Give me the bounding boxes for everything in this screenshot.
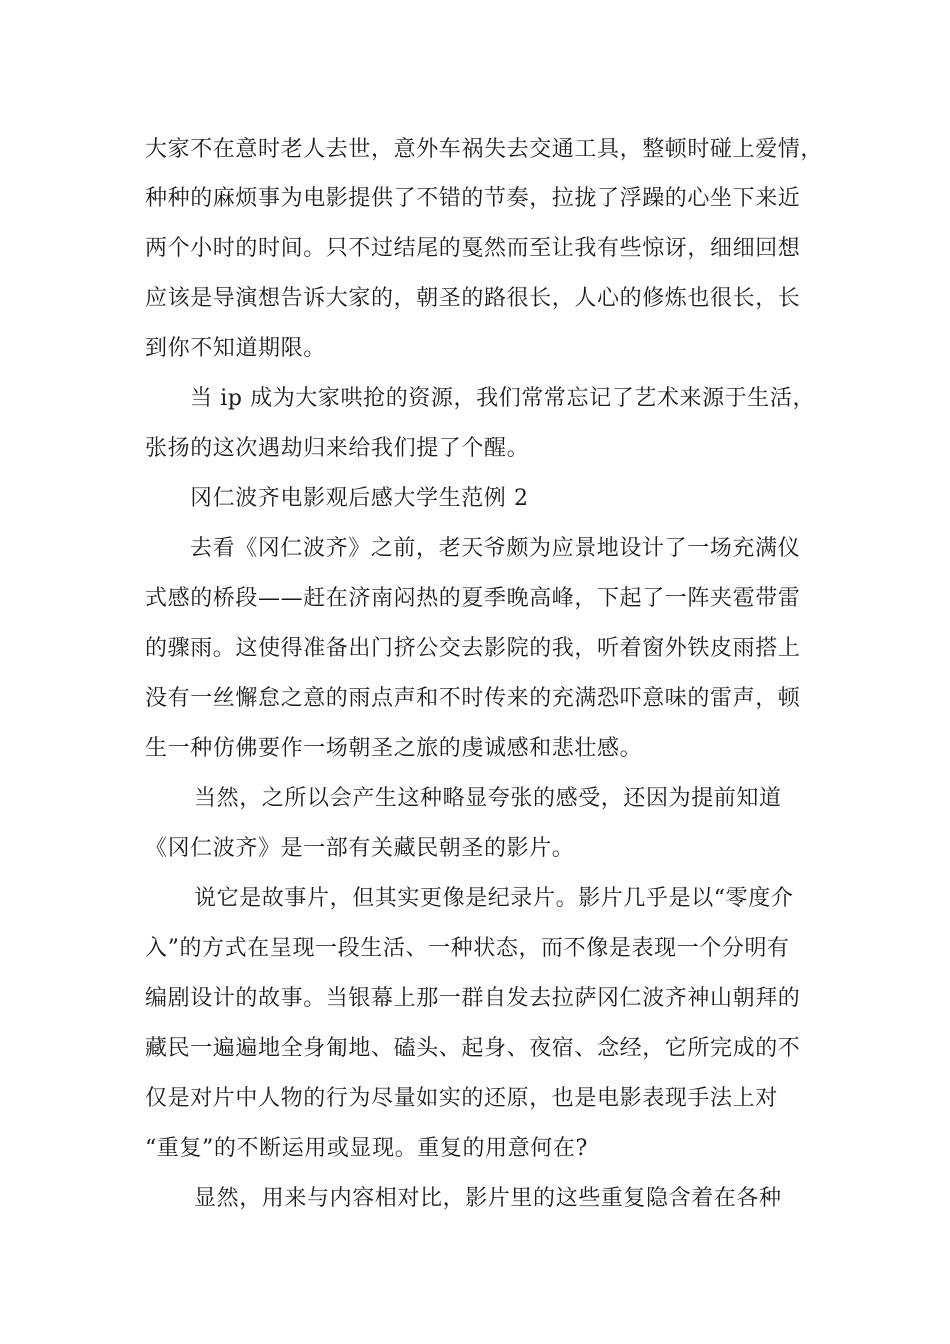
text-line: 当然，之所以会产生这种略显夸张的感受，还因为提前知道 xyxy=(194,786,782,811)
text-line: 编剧设计的故事。当银幕上那一群自发去拉萨冈仁波齐神山朝拜的 xyxy=(145,986,801,1011)
text-line: 大家不在意时老人去世，意外车祸失去交通工具，整顿时碰上爱情， xyxy=(145,137,824,162)
text-line: 去看《冈仁波齐》之前，老天爷颇为应景地设计了一场充满仪 xyxy=(190,536,801,561)
text-line: 仅是对片中人物的行为尽量如实的还原，也是电影表现手法上对 xyxy=(145,1086,778,1111)
text-line: 当 ip 成为大家哄抢的资源，我们常常忘记了艺术来源于生活， xyxy=(190,386,816,411)
text-line: “重复”的不断运用或显现。重复的用意何在? xyxy=(145,1136,588,1161)
text-line: 藏民一遍遍地全身匍地、磕头、起身、夜宿、念经，它所完成的不 xyxy=(145,1036,801,1061)
text-line: 显然，用来与内容相对比，影片里的这些重复隐含着在各种 xyxy=(194,1186,782,1211)
section-heading: 冈仁波齐电影观后感大学生范例 2 xyxy=(190,486,529,511)
text-line: 生一种仿佛要作一场朝圣之旅的虔诚感和悲壮感。 xyxy=(145,736,643,761)
text-line: 种种的麻烦事为电影提供了不错的节奏，拉拢了浮躁的心坐下来近 xyxy=(145,186,801,211)
text-line: 到你不知道期限。 xyxy=(145,336,326,361)
text-line: 应该是导演想告诉大家的，朝圣的路很长，人心的修炼也很长，长 xyxy=(145,286,801,311)
text-line: 没有一丝懈怠之意的雨点声和不时传来的充满恐吓意味的雷声，顿 xyxy=(145,686,801,711)
text-line: 两个小时的时间。只不过结尾的戛然而至让我有些惊讶，细细回想 xyxy=(145,236,801,261)
text-line: 张扬的这次遇劫归来给我们提了个醒。 xyxy=(145,436,530,461)
text-line: 《冈仁波齐》是一部有关藏民朝圣的影片。 xyxy=(145,836,575,861)
text-line: 入”的方式在呈现一段生活、一种状态，而不像是表现一个分明有 xyxy=(145,936,790,961)
text-line: 的骤雨。这使得准备出门挤公交去影院的我，听着窗外铁皮雨搭上 xyxy=(145,636,801,661)
text-line: 说它是故事片，但其实更像是纪录片。影片几乎是以“零度介 xyxy=(194,886,794,911)
text-line: 式感的桥段——赶在济南闷热的夏季晚高峰，下起了一阵夹雹带雷 xyxy=(145,586,801,611)
